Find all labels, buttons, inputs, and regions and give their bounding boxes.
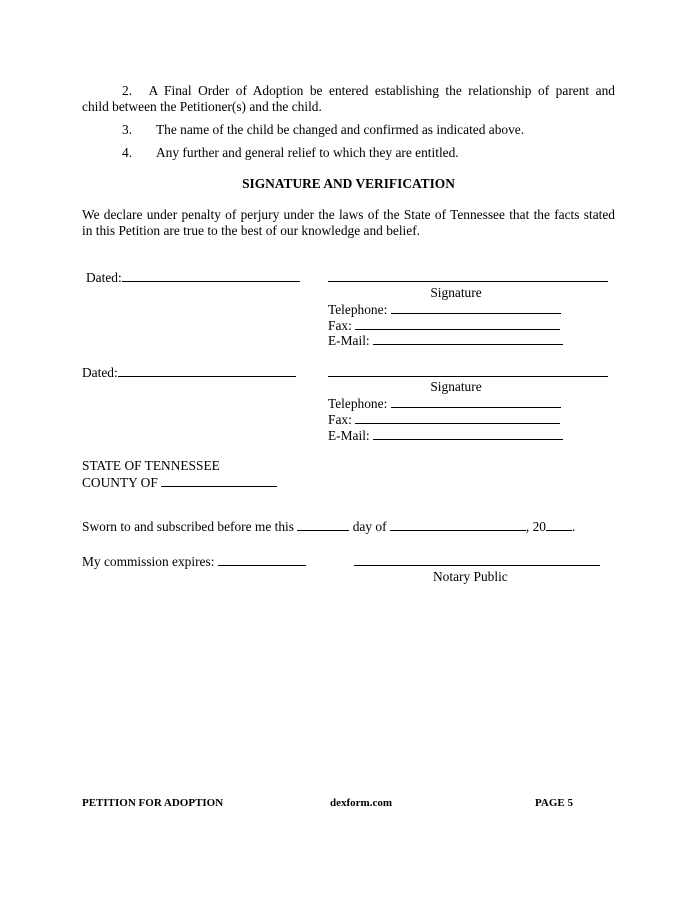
signature-input-line[interactable] xyxy=(328,364,608,377)
signature-line-1[interactable] xyxy=(328,269,608,286)
email-input-line[interactable] xyxy=(373,427,563,440)
dated-label: Dated: xyxy=(82,365,118,380)
item-4 xyxy=(122,145,459,161)
item-2-line2: child between the Petitioner(s) and the child. xyxy=(82,99,322,114)
commission-label: My commission expires: xyxy=(82,554,215,569)
commission-input-line[interactable] xyxy=(218,553,306,566)
email-label: E-Mail: xyxy=(328,428,370,443)
dated-label: Dated: xyxy=(86,270,122,285)
dated-field-2 xyxy=(82,364,296,381)
telephone-label: Telephone: xyxy=(328,396,388,411)
fax-label: Fax: xyxy=(328,412,352,427)
county-field xyxy=(82,474,277,491)
telephone-field-1 xyxy=(328,301,561,318)
declaration-line1: We declare under penalty of perjury under the laws of the State of Tennessee that the facts stated xyxy=(82,207,615,222)
footer-site: dexform.com xyxy=(330,797,393,809)
fax-field-2 xyxy=(328,411,560,428)
telephone-label: Telephone: xyxy=(328,302,388,317)
item-number: 2. xyxy=(122,83,133,98)
item-2-line1 xyxy=(82,83,615,99)
dated-field-1 xyxy=(86,269,300,286)
fax-input-line[interactable] xyxy=(355,317,560,330)
sworn-statement xyxy=(82,518,575,535)
email-field-2 xyxy=(328,427,563,444)
notary-signature-line[interactable] xyxy=(354,553,600,570)
sworn-year-input-line[interactable] xyxy=(546,518,572,531)
fax-label: Fax: xyxy=(328,318,352,333)
telephone-input-line[interactable] xyxy=(391,395,561,408)
footer-title: PETITION FOR ADOPTION xyxy=(82,797,224,809)
email-field-1 xyxy=(328,332,563,349)
item-text: The name of the child be changed and confirmed as indicated above. xyxy=(156,122,525,137)
email-input-line[interactable] xyxy=(373,332,563,345)
dated-input-line[interactable] xyxy=(118,364,296,377)
item-number: 3. xyxy=(122,122,133,137)
telephone-field-2 xyxy=(328,395,561,412)
email-label: E-Mail: xyxy=(328,333,370,348)
signature-input-line[interactable] xyxy=(328,269,608,282)
sworn-day-input-line[interactable] xyxy=(297,518,349,531)
commission-field xyxy=(82,553,306,570)
county-input-line[interactable] xyxy=(161,474,277,487)
sworn-year-prefix: , 20 xyxy=(525,519,546,534)
telephone-input-line[interactable] xyxy=(391,301,561,314)
signature-label-1: Signature xyxy=(430,285,482,300)
item-number: 4. xyxy=(122,145,133,160)
dated-input-line[interactable] xyxy=(122,269,300,282)
declaration-line2: in this Petition are true to the best of our knowledge and belief. xyxy=(82,223,421,238)
sworn-prefix: Sworn to and subscribed before me this xyxy=(82,519,294,534)
county-label: COUNTY OF xyxy=(82,475,158,490)
sworn-month-input-line[interactable] xyxy=(390,518,526,531)
footer-page-number: PAGE 5 xyxy=(535,797,573,809)
item-text: A Final Order of Adoption be entered establishing the relationship of parent and xyxy=(148,83,615,98)
section-heading: SIGNATURE AND VERIFICATION xyxy=(242,176,455,191)
sworn-day-of: day of xyxy=(352,519,387,534)
notary-signature-input-line[interactable] xyxy=(354,553,600,566)
signature-label-2: Signature xyxy=(430,379,482,394)
notary-public-label: Notary Public xyxy=(433,569,508,584)
state-label: STATE OF TENNESSEE xyxy=(82,458,220,473)
fax-input-line[interactable] xyxy=(355,411,560,424)
item-text: Any further and general relief to which they are entitled. xyxy=(156,145,459,160)
sworn-end: . xyxy=(572,519,576,534)
item-3 xyxy=(122,122,524,138)
